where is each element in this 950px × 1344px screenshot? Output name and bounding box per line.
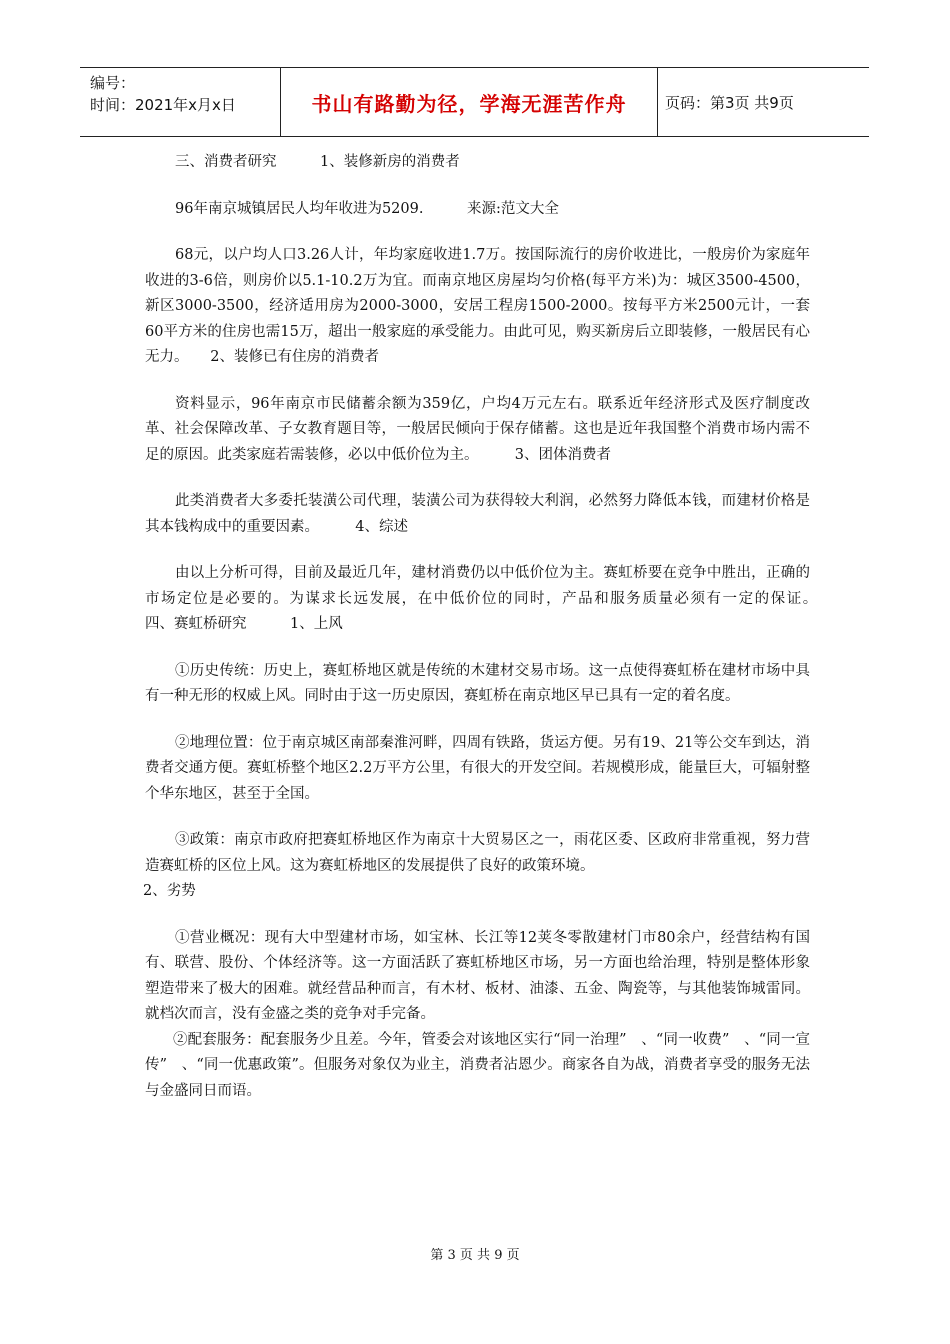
- paragraph: 由以上分析可得，目前及最近几年，建材消费仍以中低价位为主。赛虹桥要在竞争中胜出，正确的市场定位是必要的。为谋求长远发展，在中低价位的同时，产品和服务质量必须有一定的保证。 四、赛虹桥研究 1、上风: [145, 565, 854, 632]
- header-page-info: 页码：第3页 共9页: [665, 93, 794, 112]
- header-page-cell: [659, 68, 869, 136]
- paragraph: 此类消费者大多委托装潢公司代理，装潢公司为获得较大利润，必然努力降低本钱，而建材价格是其本钱构成中的重要因素。 4、综述: [145, 493, 810, 535]
- paragraph: ③政策：南京市政府把赛虹桥地区作为南京十大贸易区之一，雨花区委、区政府非常重视，努力营造赛虹桥的区位上风。这为赛虹桥地区的发展提供了良好的政策环境。: [145, 832, 810, 874]
- paragraph: 资料显示，96年南京市民储蓄余额为359亿，户均4万元左右。联系近年经济形式及医疗制度改革、社会保障改革、子女教育题目等，一般居民倾向于保存储蓄。这也是近年我国整个消费市场内需不足的原因。此类家庭若需装修，必以中低价位为主。 3、团体消费者: [145, 395, 810, 463]
- paragraph: ②配套服务：配套服务少且差。今年，管委会对该地区实行“同一治理” 、“同一收费” 、“同一宣传” 、“同一优惠政策”。但服务对象仅为业主，消费者沾恩少。商家各自为战，消费者享受的服务无法与金盛同日而语。: [145, 1031, 810, 1099]
- header-motto-cell: [281, 68, 658, 136]
- paragraph: 三、消费者研究 1、装修新房的消费者: [175, 154, 460, 170]
- paragraph: 68元，以户均人口3.26人计，年均家庭收进1.7万。按国际流行的房价收进比，一般房价为家庭年收进的3-6倍，则房价以5.1-10.2万为宜。而南京地区房屋均匀价格(每平方米)为：城区3500-4500，新区3000-3500，经济适用房为2000-3000，安居工程房1500-2000。按每平方米2500元计，一套60平方米的住房也需15万，超出一般家庭的承受能力。由此可见，购买新房后立即装修，一般居民有心无力。 2、装修已有住房的消费者: [145, 247, 810, 365]
- document-number-label: 编号：: [90, 74, 136, 92]
- document-header: [80, 67, 869, 137]
- motto-text: 书山有路勤为径，学海无涯苦作舟: [311, 91, 627, 116]
- page-footer: 第 3 页 共 9 页: [430, 1248, 520, 1263]
- header-meta-cell: [80, 68, 281, 136]
- document-body: [143, 150, 854, 1125]
- paragraph: ①营业概况：现有大中型建材市场，如宝林、长江等12荚冬零散建材门市80余户，经营结构有国有、联营、股份、个体经济等。这一方面活跃了赛虹桥地区市场，另一方面也给治理，特别是整体形象塑造带来了极大的困难。就经营品种而言，有木材、板材、油漆、五金、陶瓷等，与其他装饰城雷同。就档次而言，没有金盛之类的竞争对手完备。: [145, 929, 810, 1022]
- paragraph: 96年南京城镇居民人均年收进为5209. 来源:范文大全: [175, 200, 559, 217]
- section-label: 2、劣势: [143, 883, 196, 899]
- document-date: 时间：2021年x月x日: [90, 96, 236, 114]
- paragraph: ②地理位置：位于南京城区南部秦淮河畔，四周有铁路，货运方便。另有19、21等公交车到达，消费者交通方便。赛虹桥整个地区2.2万平方公里，有很大的开发空间。若规模形成，能量巨大，可辐射整个华东地区，甚至于全国。: [145, 734, 810, 802]
- paragraph: ①历史传统：历史上，赛虹桥地区就是传统的木建材交易市场。这一点使得赛虹桥在建材市场中具有一种无形的权威上风。同时由于这一历史原因，赛虹桥在南京地区早已具有一定的着名度。: [145, 662, 810, 704]
